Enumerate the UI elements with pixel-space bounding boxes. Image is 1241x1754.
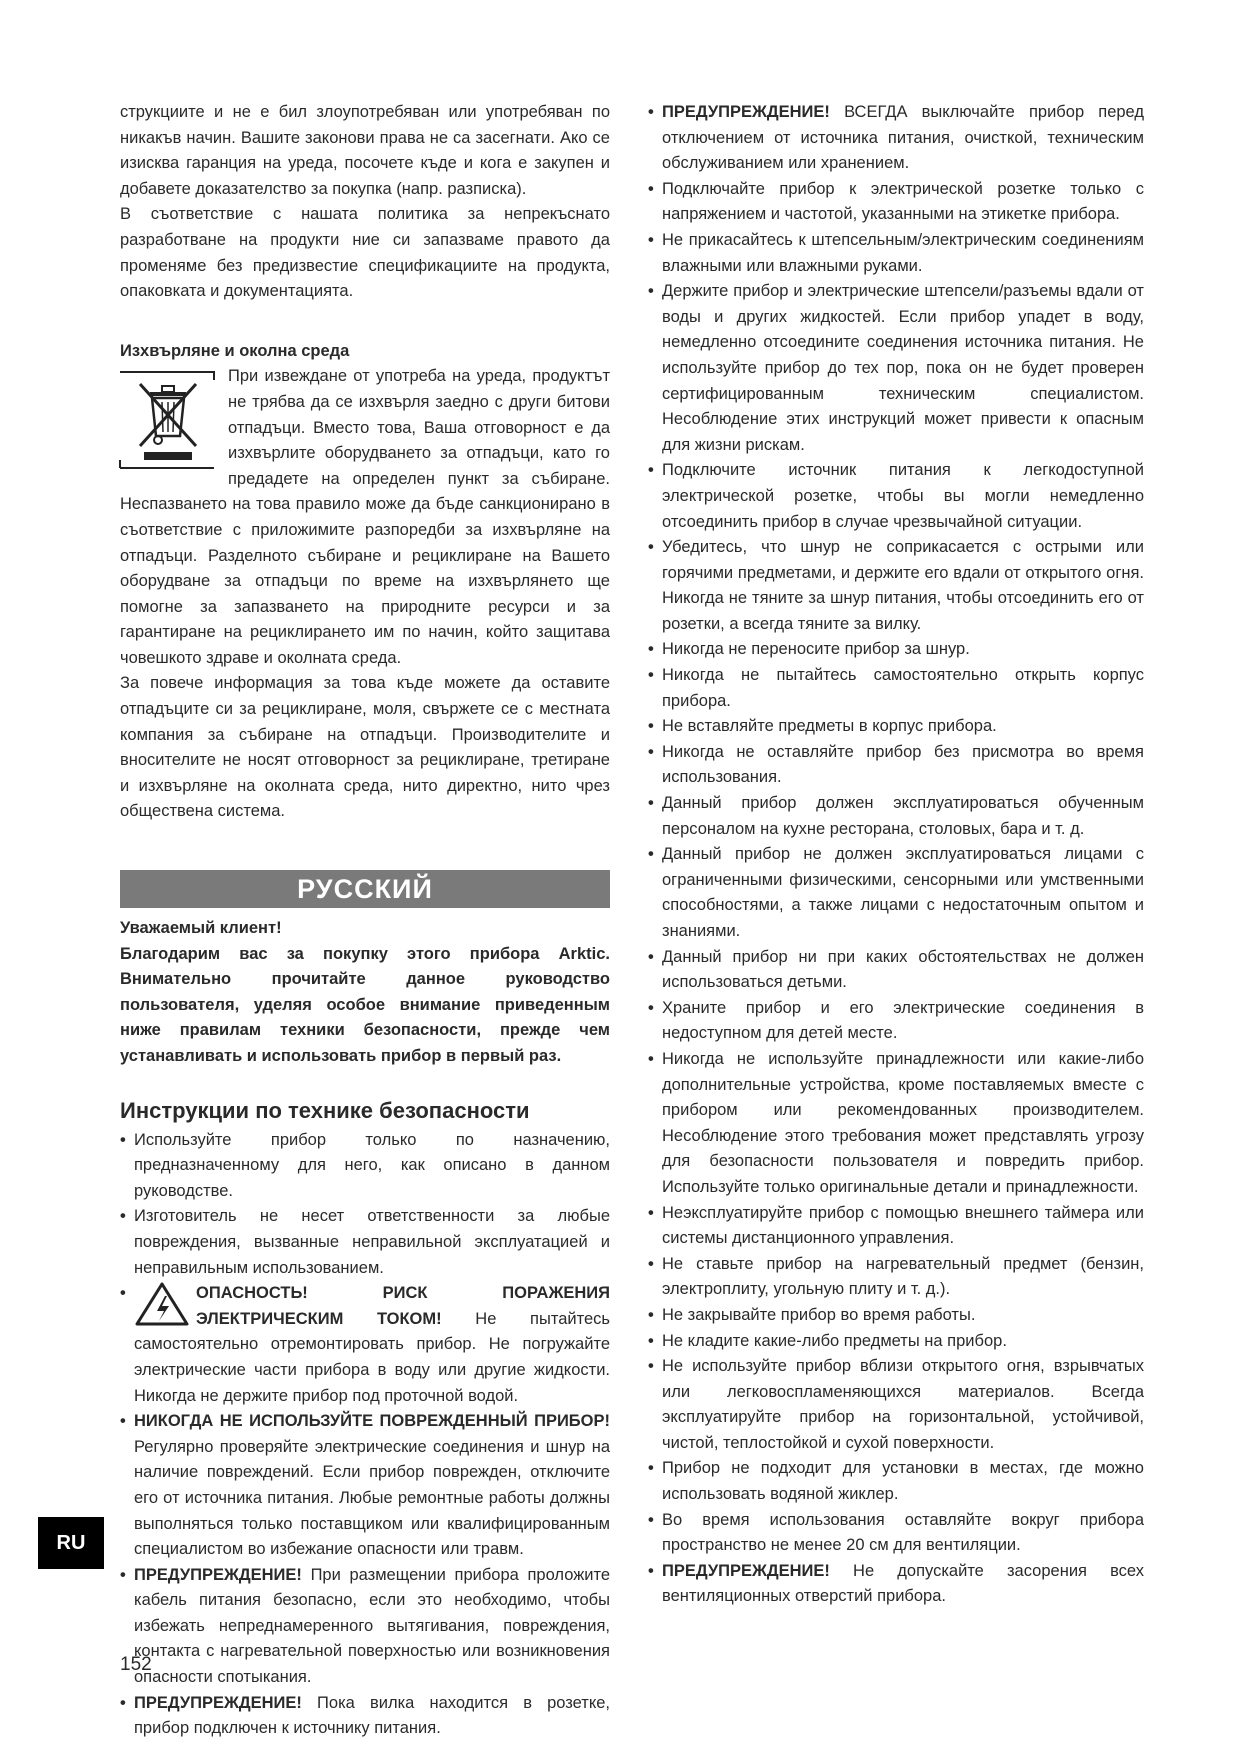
list-item: • Данный прибор ни при каких обстоятельствах не должен использоваться детьми. — [648, 945, 1144, 996]
list-item: • ПРЕДУПРЕЖДЕНИЕ! ВСЕГДА выключайте прибор перед отключением от источника питания, очисткой, техническим обслуживанием или хранением. — [648, 100, 1144, 177]
list-item: • Храните прибор и его электрические соединения в недоступном для детей месте. — [648, 996, 1144, 1047]
list-item: • Данный прибор должен эксплуатироваться обученным персоналом на кухне ресторана, столовых, бара и т. д. — [648, 791, 1144, 842]
list-item: • Неэксплуатируйте прибор с помощью внешнего таймера или системы дистанционного управления. — [648, 1201, 1144, 1252]
list-item: • Убедитесь, что шнур не соприкасается с острыми или горячими предметами, и держите его вдали от открытого огня. Никогда не тяните за шнур питания, чтобы отсоединить его от розетки, а всегда тяните за вилку. — [648, 535, 1144, 637]
list-item: • ПРЕДУПРЕЖДЕНИЕ! Пока вилка находится в розетке, прибор подключен к источнику питания. — [120, 1691, 610, 1742]
safety-list-left — [120, 1128, 610, 1742]
list-item: • Не используйте прибор вблизи открытого огня, взрывчатых или легковоспламеняющихся материалов. Всегда эксплуатируйте прибор на горизонтальной, устойчивой, чистой, теплостойкой и сухой поверхности. — [648, 1354, 1144, 1456]
electric-hazard-icon — [134, 1281, 190, 1327]
intro-paragraph: Благодарим вас за покупку этого прибора Arktic. Внимательно прочитайте данное руководство пользователя, уделяя особое внимание приведенным ниже правилам техники безопасности, прежде чем устанавливать и использовать прибор в первый раз. — [120, 944, 610, 1065]
list-item: • Никогда не используйте принадлежности или какие-либо дополнительные устройства, кроме поставляемых вместе с прибором или рекомендованных производителем. Несоблюдение этого требования может представлять угрозу для безопасности пользователя и повредить прибор. Используйте только оригинальные детали и принадлежности. — [648, 1047, 1144, 1201]
policy-paragraph: В съответствие с нашата политика за непрекъснато разработване на продукти ние си запазваме правото да променяме без предизвестие спецификациите на продукта, опаковката и документацията. — [120, 205, 610, 301]
list-item: • ПРЕДУПРЕЖДЕНИЕ! Не допускайте засорения всех вентиляционных отверстий прибора. — [648, 1559, 1144, 1610]
list-item: • Не закрывайте прибор во время работы. — [648, 1303, 1144, 1329]
list-item: • Прибор не подходит для установки в местах, где можно использовать водяной жиклер. — [648, 1456, 1144, 1507]
warranty-paragraph: струкциите и не е бил злоупотребяван или употребяван по никакъв начин. Вашите законови права не са засегнати. Ако се изисква гаранция на уреда, посочете къде и кога е закупен и добавете доказателство за покупка (напр. разписка). — [120, 103, 610, 198]
weee-bin-icon — [118, 370, 218, 470]
list-item: • Никогда не переносите прибор за шнур. — [648, 637, 1144, 663]
list-item: • Подключите источник питания к легкодоступной электрической розетке, чтобы вы могли немедленно отсоединить прибор в случае чрезвычайной ситуации. — [648, 458, 1144, 535]
page-number: 152 — [120, 1654, 152, 1675]
list-item: • Используйте прибор только по назначению, предназначенному для него, как описано в данном руководстве. — [120, 1128, 610, 1205]
recycling-info-paragraph: За повече информация за това къде можете да оставите отпадъците си за рециклиране, моля, свържете се с местната компания за събиране на отпадъци. Производителите и вносителите не носят отговорност за рециклиране, третиране и изхвърляне на околната среда, нито директно, нито чрез обществена система. — [120, 674, 610, 821]
disposal-paragraph: При извеждане от употреба на уреда, продуктът не трябва да се изхвърля заедно с други битови отпадъци. Вместо това, Ваша отговорност е да изхвърлите оборудването за отпадъци, като го предадете на определен пункт за събиране. Неспазването на това правило може да бъде санкционирано в съответствие с приложимите разпоредби за изхвърляне на отпадъци. Разделното събиране и рециклиране на Вашето оборудване за отпадъци по време на изхвърлянето ще помогне за запазването на природните ресурси и за гарантиране на рециклирането им по начин, който защитава човешкото здраве и околната среда. — [120, 367, 610, 667]
language-banner: РУССКИЙ — [120, 870, 610, 908]
list-item: • ПРЕДУПРЕЖДЕНИЕ! При размещении прибора проложите кабель питания безопасно, если это необходимо, чтобы избежать непреднамеренного вытягивания, повреждения, контакта с нагревательной поверхностью или возникновения опасности спотыкания. — [120, 1563, 610, 1691]
list-item: • ОПАСНОСТЬ! РИСК ПОРАЖЕНИЯ ЭЛЕКТРИЧЕСКИМ ТОКОМ! Не пытайтесь самостоятельно отремонтировать прибор. Не погружайте электрические части прибора в воду или другие жидкости. Никогда не держите прибор под проточной водой. — [120, 1281, 610, 1409]
right-column — [648, 100, 1144, 1610]
list-item: • Не вставляйте предметы в корпус прибора. — [648, 714, 1144, 740]
disposal-section — [120, 364, 610, 825]
list-item: • Никогда не оставляйте прибор без присмотра во время использования. — [648, 740, 1144, 791]
greeting: Уважаемый клиент! — [120, 919, 282, 938]
list-item: • Не прикасайтесь к штепсельным/электрическим соединениям влажными или влажными руками. — [648, 228, 1144, 279]
list-item: • НИКОГДА НЕ ИСПОЛЬЗУЙТЕ ПОВРЕЖДЕННЫЙ ПРИБОР! Регулярно проверяйте электрические соединения и шнур на наличие повреждений. Если прибор поврежден, отключите его от источника питания. Любые ремонтные работы должны выполняться только поставщиком или квалифицированным специалистом во избежание опасности или травм. — [120, 1409, 610, 1563]
list-item: • Не ставьте прибор на нагревательный предмет (бензин, электроплиту, угольную плиту и т. д.). — [648, 1252, 1144, 1303]
list-item: • Во время использования оставляйте вокруг прибора пространство не менее 20 см для вентиляции. — [648, 1508, 1144, 1559]
list-item: • Держите прибор и электрические штепсели/разъемы вдали от воды и других жидкостей. Если прибор упадет в воду, немедленно отсоедините соединения источника питания. Не используйте прибор до тех пор, пока он не будет проверен сертифицированным техническим специалистом. Несоблюдение этих инструкций может привести к опасным для жизни рискам. — [648, 279, 1144, 458]
safety-list-right — [648, 100, 1144, 1610]
list-item: • Изготовитель не несет ответственности за любые повреждения, вызванные неправильной эксплуатацией и неправильным использованием. — [120, 1204, 610, 1281]
safety-heading: Инструкции по технике безопасности — [120, 1097, 530, 1123]
left-column — [120, 100, 610, 1742]
list-item: • Никогда не пытайтесь самостоятельно открыть корпус прибора. — [648, 663, 1144, 714]
list-item: • Не кладите какие-либо предметы на прибор. — [648, 1329, 1144, 1355]
disposal-heading: Изхвърляне и околна среда — [120, 341, 350, 360]
list-item: • Данный прибор не должен эксплуатироваться лицами с ограниченными физическими, сенсорными или умственными способностями, а также лицами с недостаточным опытом и знаниями. — [648, 842, 1144, 944]
list-item: • Подключайте прибор к электрической розетке только с напряжением и частотой, указанными на этикетке прибора. — [648, 177, 1144, 228]
language-tab: RU — [38, 1517, 104, 1569]
